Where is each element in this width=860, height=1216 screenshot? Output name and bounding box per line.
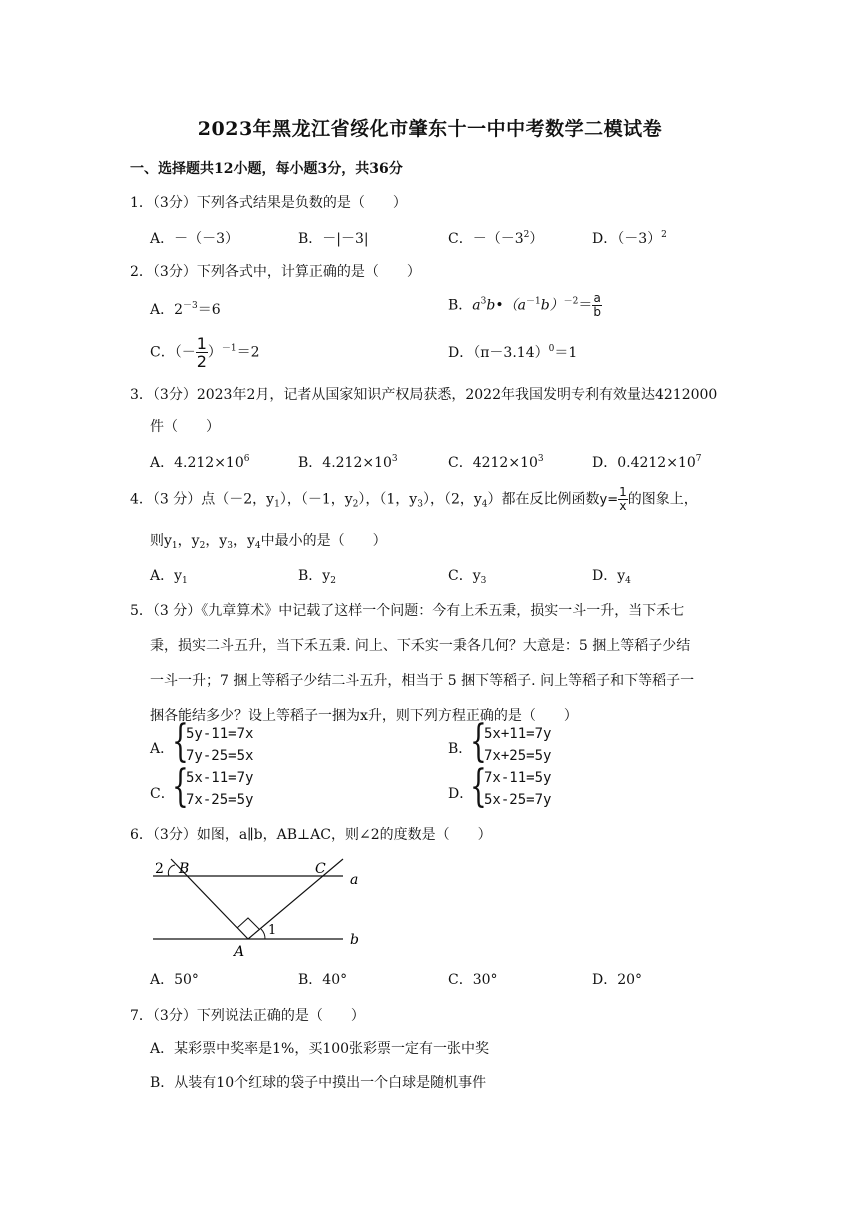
section-heading: 一、选择题共12小题，每小题3分，共36分 <box>130 161 403 177</box>
angle-1-arc <box>261 929 265 939</box>
page-title: 2023年黑龙江省绥化市肇东十一中中考数学二模试卷 <box>197 118 663 140</box>
q5-option-b-brace: { <box>470 716 487 767</box>
q3-option-a: A．$4.212\times 10^6$ <box>150 454 250 471</box>
q6-option-d: D．20° <box>592 972 643 988</box>
angle-2-arc <box>168 865 175 876</box>
q3-option-b: B．$4.212\times 10^3$ <box>298 454 398 471</box>
q5-option-b-system: 5x+11=7y 7x+25=5y <box>484 726 552 764</box>
q1-option-c: C．$-(-3^2)$ <box>448 230 544 247</box>
q5-option-b-label: B． <box>448 741 473 757</box>
q1-option-b: B．－|－3| <box>298 231 369 247</box>
q3-option-d: D．$0.4212\times 10^7$ <box>592 454 702 471</box>
q5-option-a-brace: { <box>172 716 189 767</box>
fraction-a-over-b: $\frac{a}{b}$ <box>593 291 602 319</box>
q5-option-c-brace: { <box>172 761 189 812</box>
q1-option-d: D．$(-3)^2$ <box>592 230 667 247</box>
fraction-one-half: $\frac{1}{2}$ <box>196 334 207 371</box>
question-1-stem: 1．（3分）下列各式结果是负数的是（ ） <box>130 195 407 211</box>
q7-option-a: A．某彩票中奖率是1%，买100张彩票一定有一张中奖 <box>150 1041 490 1057</box>
q4-option-a: A．$y_1$ <box>150 568 188 586</box>
label-b-point: B <box>179 861 190 877</box>
q7-option-b: B．从装有10个红球的袋子中摸出一个白球是随机事件 <box>150 1075 487 1091</box>
q2-option-a: A．$2^{-3}=6$ <box>150 301 221 318</box>
q4-option-d: D．$y_4$ <box>592 568 631 586</box>
label-a-point: A <box>234 944 245 960</box>
q4-option-b: B．$y_2$ <box>298 568 336 586</box>
right-angle-mark <box>237 918 259 929</box>
q6-option-c: C．30° <box>448 972 498 988</box>
q6-option-a: A．50° <box>150 972 199 988</box>
q2-option-d: D．$(\pi-3.14)^0=1$ <box>448 344 578 361</box>
question-3-stem-line1: 3．（3分）2023年2月，记者从国家知识产权局获悉，2022年我国发明专利有效量达4212000 <box>130 387 718 403</box>
parallel-lines-figure <box>145 850 370 962</box>
question-5-line2: 秉，损实二斗五升，当下禾五秉. 问上、下禾实一秉各几何？大意是：5 捆上等稻子少结 <box>150 638 691 654</box>
question-3-stem-line2: 件（ ） <box>150 419 220 435</box>
question-5-line3: 一斗一升；7 捆上等稻子少结二斗五升，相当于 5 捆下等稻子. 问上等稻子和下等稻子一 <box>150 673 695 689</box>
q5-option-a-system: 5y-11=7x 7y-25=5x <box>186 726 254 764</box>
label-c-point: C <box>315 861 326 877</box>
q3-option-c: C．$4212\times 10^3$ <box>448 454 544 471</box>
question-4-stem-line1: 4．（3 分）点（－2，$y_1$），（－1，$y_2$），（1，$y_3$），（2，$y_4$）都在反比例函数y= $\frac{1}{x}$ 的图象上， <box>130 485 698 513</box>
question-2-stem: 2．（3分）下列各式中，计算正确的是（ ） <box>130 264 421 280</box>
question-5-line1: 5．（3 分）《九章算术》中记载了这样一个问题：今有上禾五秉，损实一斗一升，当下禾七 <box>130 603 685 619</box>
q1-option-a: A．－（－3） <box>150 231 240 247</box>
q5-option-d-system: 7x-11=5y 5x-25=7y <box>484 770 552 808</box>
q5-option-d-label: D． <box>448 786 474 802</box>
question-4-stem-line2: 则$y_1$，$y_2$，$y_3$，$y_4$中最小的是（ ） <box>150 533 387 551</box>
q5-option-c-label: C． <box>150 786 175 802</box>
q5-option-c-system: 5x-11=7y 7x-25=5y <box>186 770 254 808</box>
label-1: 1 <box>268 923 277 938</box>
label-line-b: b <box>350 932 359 948</box>
q5-option-d-brace: { <box>470 761 487 812</box>
fraction-one-over-x: $\frac{1}{x}$ <box>619 485 627 513</box>
q6-option-b: B．40° <box>298 972 348 988</box>
question-7-stem: 7．（3分）下列说法正确的是（ ） <box>130 1008 365 1024</box>
q2-option-b: B．$a^3b•(a^{-1}b)^{-2}=$ $\frac{a}{b}$ <box>448 291 602 319</box>
segment-ac <box>248 859 343 939</box>
question-6-stem: 6．（3分）如图，a∥b，AB⊥AC，则∠2的度数是（ ） <box>130 827 492 843</box>
label-line-a: a <box>350 872 359 888</box>
question-5-line4: 捆各能结多少？设上等稻子一捆为x升，则下列方程正确的是（ ） <box>150 708 578 724</box>
q2-option-c: C．（－ $\frac{1}{2}$ ）$^{-1}$＝2 <box>150 334 260 371</box>
q5-option-a-label: A． <box>150 741 175 757</box>
q4-option-c: C．$y_3$ <box>448 568 487 586</box>
label-2: 2 <box>155 861 164 877</box>
